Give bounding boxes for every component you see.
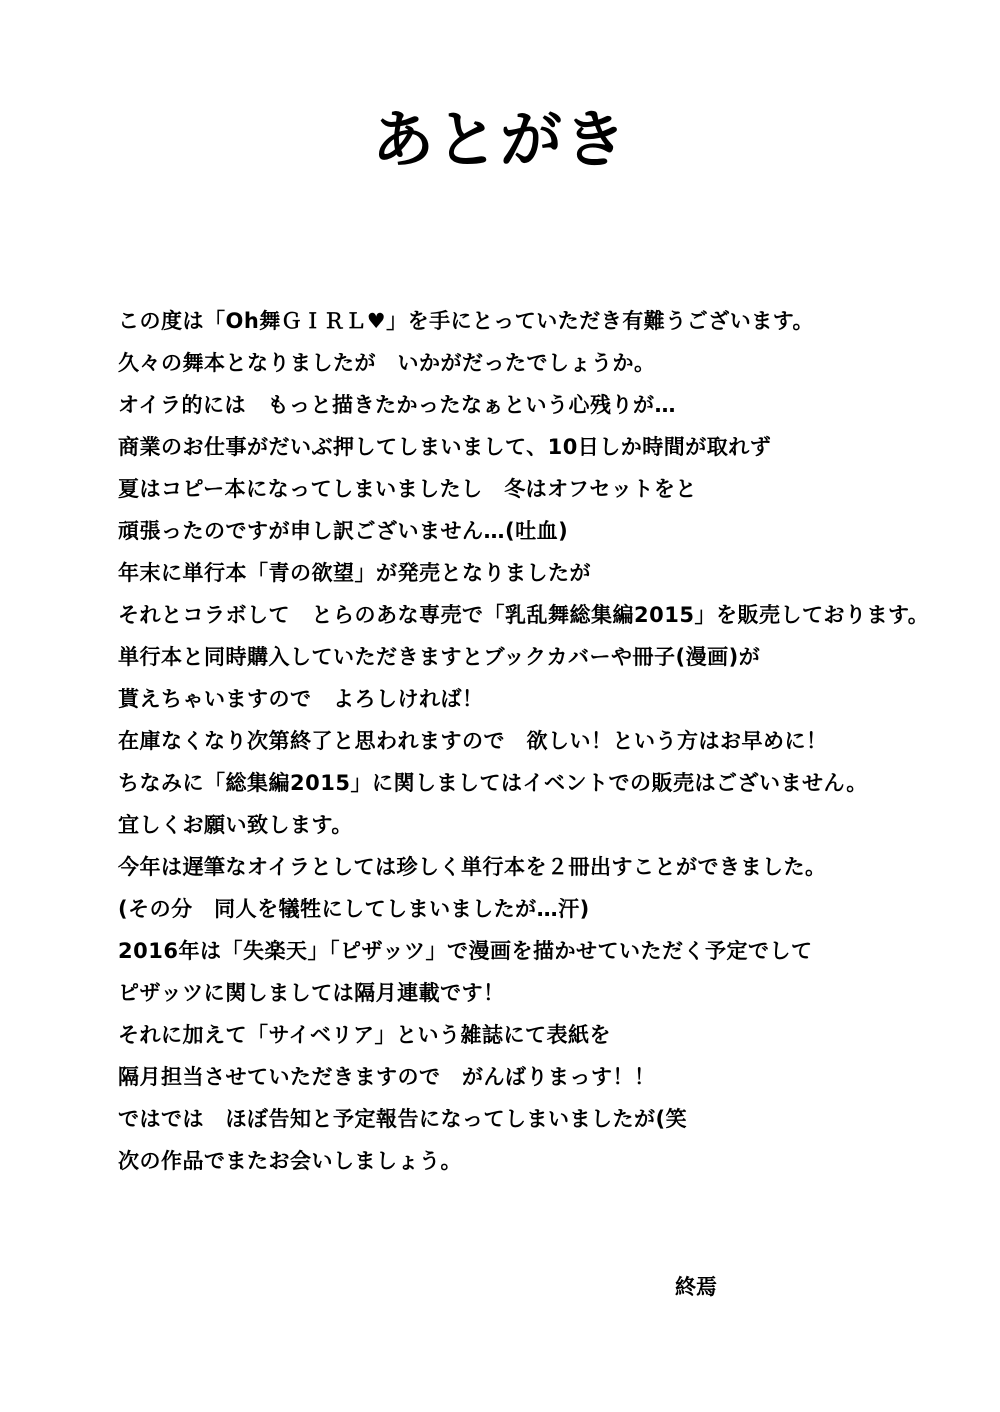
body-line: 年末に単行本「青の欲望」が発売となりましたが [118,561,591,585]
body-line: 隔月担当させていただきますので がんばりまっす！！ [118,1065,656,1089]
body-line: 宜しくお願い致します。 [118,813,353,837]
body-line: それに加えて「サイベリア」という雑誌にて表紙を [118,1023,612,1047]
body-line: 2016年は「失楽天」「ピザッツ」で漫画を描かせていただく予定でして [118,939,813,963]
body-line: ピザッツに関しましては隔月連載です！ [118,981,505,1005]
body-line: (その分 同人を犠牲にしてしまいましたが…汗) [118,897,590,921]
body-line: この度は「Oh舞ＧＩＲＬ♥」を手にとっていただき有難うございます。 [118,309,815,333]
body-line: 単行本と同時購入していただきますとブックカバーや冊子(漫画)が [118,645,761,669]
page-title: あとがき [371,103,628,176]
body-line: ではでは ほぼ告知と予定報告になってしまいましたが(笑 [118,1107,688,1131]
body-line: ちなみに「総集編2015」に関しましてはイベントでの販売はございません。 [118,771,868,795]
body-line: オイラ的には もっと描きたかったなぁという心残りが… [118,393,676,417]
afterword-body [118,300,988,1182]
body-line: 頑張ったのですが申し訳ございません…(吐血) [118,519,569,543]
body-line: 在庫なくなり次第終了と思われますので 欲しい！という方はお早めに！ [118,729,828,753]
body-line: 久々の舞本となりましたが いかがだったでしょうか。 [118,351,656,375]
body-line: それとコラボして とらのあな専売で「乳乱舞総集編2015」を販売しております。 [118,603,930,627]
body-line: 夏はコピー本になってしまいましたし 冬はオフセットをと [118,477,697,501]
body-line: 次の作品でまたお会いしましょう。 [118,1149,462,1173]
body-line: 貰えちゃいますので よろしければ！ [118,687,484,711]
body-line: 商業のお仕事がだいぶ押してしまいまして、10日しか時間が取れず [118,435,772,459]
body-line: 今年は遅筆なオイラとしては珍しく単行本を２冊出すことができました。 [118,855,827,879]
author-signature: 終焉 [675,1275,717,1299]
